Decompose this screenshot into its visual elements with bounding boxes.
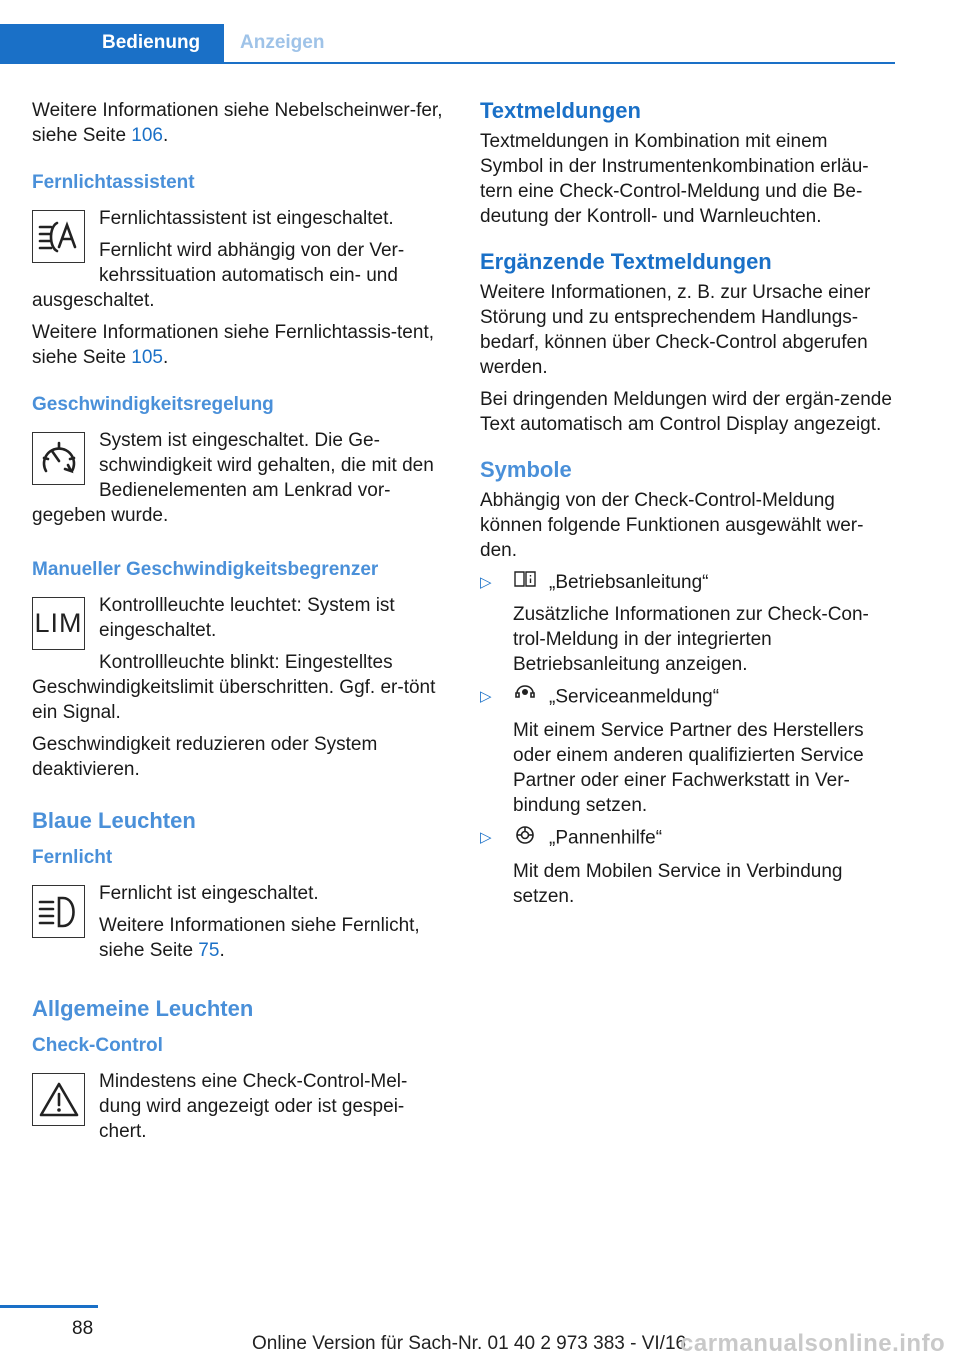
symbol-desc: Zusätzliche Informationen zur Check-Con-trol-Meldung in der integrierten Betriebsanleitung anzeigen. xyxy=(513,604,869,676)
service-phone-icon xyxy=(513,684,537,711)
footer-online-version: Online Version für Sach-Nr. 01 40 2 973 383 - VI/16 xyxy=(252,1333,687,1354)
symbol-label[interactable]: „Serviceanmeldung“ xyxy=(549,687,720,708)
high-beam-assistant-icon xyxy=(32,210,85,263)
sy-p1: Abhängig von der Check-Control-Meldung können folgende Funktionen ausgewählt wer-den. xyxy=(480,490,864,561)
footer-rule xyxy=(0,1305,98,1308)
warning-triangle-icon xyxy=(32,1073,85,1126)
bg-p3: Geschwindigkeit reduzieren oder System deaktivieren. xyxy=(32,734,378,780)
fl-p1: Fernlicht ist eingeschaltet. xyxy=(99,883,319,904)
fa-p2: Fernlicht wird abhängig von der Ver-kehrssituation automatisch ein- und ausgeschaltet. xyxy=(32,240,405,311)
list-item xyxy=(480,825,892,909)
et-p2: Bei dringenden Meldungen wird der ergän-zende Text automatisch am Control Display angezeigt. xyxy=(480,389,892,435)
header-tabbar xyxy=(0,24,895,64)
symbol-label[interactable]: „Betriebsanleitung“ xyxy=(549,572,709,593)
page-link-75[interactable]: 75 xyxy=(198,940,220,961)
et-p1: Weitere Informationen, z. B. zur Ursache einer Störung und zu entsprechendem Handlungs-bedarf, können über Check-Control abgerufen werden. xyxy=(480,282,871,378)
heading-blaue-leuchten: Blaue Leuchten xyxy=(32,808,196,833)
tab-bedienung[interactable]: Bedienung xyxy=(0,24,224,62)
fa-p3: Weitere Informationen siehe Fernlichtassis-tent, siehe Seite 105. xyxy=(32,322,434,368)
list-item xyxy=(480,684,892,818)
cruise-control-icon xyxy=(32,432,85,485)
roadside-assistance-icon xyxy=(513,825,537,852)
heading-textmeldungen: Textmeldungen xyxy=(480,98,641,123)
heading-fernlicht: Fernlicht xyxy=(32,847,113,868)
watermark-text: carmanualsonline.info xyxy=(680,1330,946,1357)
page-number: 88 xyxy=(72,1318,94,1339)
list-item xyxy=(480,570,892,677)
lim-icon xyxy=(32,597,85,650)
gr-p1: System ist eingeschaltet. Die Ge-schwindigkeit wird gehalten, die mit den Bedienelementen am Lenkrad vor-gegeben wurde. xyxy=(32,430,434,526)
lim-icon-text: LIM xyxy=(34,608,83,638)
right-column xyxy=(480,98,892,916)
symbol-desc: Mit dem Mobilen Service in Verbindung setzen. xyxy=(513,861,843,908)
heading-begrenzer: Manueller Geschwindigkeitsbegrenzer xyxy=(32,559,379,580)
bg-p1: Kontrollleuchte leuchtet: System ist eingeschaltet. xyxy=(99,595,395,641)
high-beam-icon xyxy=(32,885,85,938)
bullet-triangle-icon: ▷ xyxy=(480,829,492,847)
bullet-triangle-icon: ▷ xyxy=(480,688,492,706)
heading-ergaenzende: Ergänzende Textmeldungen xyxy=(480,249,772,274)
page-link-106[interactable]: 106 xyxy=(131,125,163,146)
nebel-paragraph: Weitere Informationen siehe Nebelscheinwer-fer, siehe Seite 106. xyxy=(32,100,443,146)
page-link-105[interactable]: 105 xyxy=(131,347,163,368)
heading-symbole: Symbole xyxy=(480,457,572,482)
symbol-label[interactable]: „Pannenhilfe“ xyxy=(549,828,663,849)
cc-p1: Mindestens eine Check-Control-Mel-dung wird angezeigt oder ist gespei-chert. xyxy=(99,1071,408,1142)
tab-anzeigen[interactable]: Anzeigen xyxy=(240,32,325,53)
symbol-desc: Mit einem Service Partner des Herstellers oder einem anderen qualifizierten Service Partner oder einer Fachwerkstatt in Ver-bindung setzen. xyxy=(513,720,864,817)
heading-check-control: Check-Control xyxy=(32,1035,163,1056)
tm-p1: Textmeldungen in Kombination mit einem Symbol in der Instrumentenkombination erläu-tern eine Check-Control-Meldung und die Be-deutung der Kontroll- und Warnleuchten. xyxy=(480,131,869,227)
fa-p1: Fernlichtassistent ist eingeschaltet. xyxy=(99,208,394,229)
heading-geschwindigkeitsregelung: Geschwindigkeitsregelung xyxy=(32,394,274,415)
bullet-triangle-icon: ▷ xyxy=(480,574,492,591)
heading-fernlichtassistent: Fernlichtassistent xyxy=(32,172,195,193)
heading-allgemeine-leuchten: Allgemeine Leuchten xyxy=(32,996,254,1021)
bg-p2: Kontrollleuchte blinkt: Eingestelltes Geschwindigkeitslimit überschritten. Ggf. er-tönt ein Signal. xyxy=(32,652,436,723)
manual-book-icon xyxy=(513,570,537,595)
left-column xyxy=(32,98,447,1151)
fl-p2: Weitere Informationen siehe Fernlicht, siehe Seite 75. xyxy=(99,915,420,961)
